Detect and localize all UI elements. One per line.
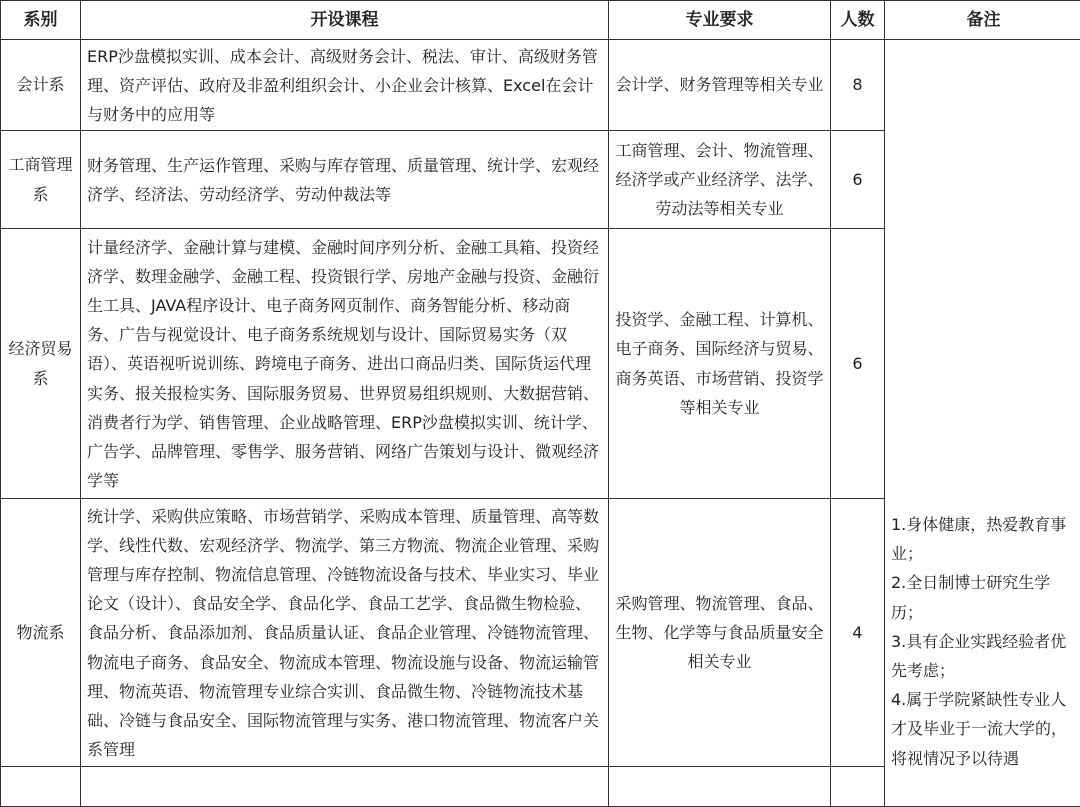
count-cell: 4 [831, 499, 885, 767]
header-row [1, 1, 1080, 40]
empty-cell [609, 767, 831, 807]
remark-item: 2.全日制博士研究生学历； [891, 568, 1076, 626]
empty-cell [81, 767, 609, 807]
header-dept: 系别 [1, 1, 81, 40]
empty-cell [831, 767, 885, 807]
remark-item: 4.属于学院紧缺性专业人才及毕业于一流大学的，将视情况予以待遇 [891, 685, 1076, 773]
header-courses: 开设课程 [81, 1, 609, 40]
count-cell: 6 [831, 131, 885, 229]
empty-cell [1, 767, 81, 807]
dept-cell: 工商管理系 [1, 131, 81, 229]
count-cell: 6 [831, 229, 885, 499]
count-cell: 8 [831, 40, 885, 131]
remark-item: 3.具有企业实践经验者优先考虑； [891, 627, 1076, 685]
requirement-cell: 工商管理、会计、物流管理、经济学或产业经济学、法学、劳动法等相关专业 [609, 131, 831, 229]
requirement-cell: 会计学、财务管理等相关专业 [609, 40, 831, 131]
requirement-cell: 采购管理、物流管理、食品、生物、化学等与食品质量安全相关专业 [609, 499, 831, 767]
courses-cell: 统计学、采购供应策略、市场营销学、采购成本管理、质量管理、高等数学、线性代数、宏观经济学、物流学、第三方物流、物流企业管理、采购管理与库存控制、物流信息管理、冷链物流设备与技术、毕业实习、毕业论文（设计）、食品安全学、食品化学、食品工艺学、食品微生物检验、食品分析、食品添加剂、食品质量认证、食品企业管理、冷链物流管理、物流电子商务、食品安全、物流成本管理、物流设施与设备、物流运输管理、物流英语、物流管理专业综合实训、食品微生物、冷链物流技术基础、冷链与食品安全、国际物流管理与实务、港口物流管理、物流客户关系管理 [81, 499, 609, 767]
courses-cell: 财务管理、生产运作管理、采购与库存管理、质量管理、统计学、宏观经济学、经济法、劳动经济学、劳动仲裁法等 [81, 131, 609, 229]
dept-cell: 物流系 [1, 499, 81, 767]
courses-cell: ERP沙盘模拟实训、成本会计、高级财务会计、税法、审计、高级财务管理、资产评估、政府及非盈利组织会计、小企业会计核算、Excel在会计与财务中的应用等 [81, 40, 609, 131]
remark-item: 1.身体健康，热爱教育事业； [891, 510, 1076, 568]
header-count: 人数 [831, 1, 885, 40]
dept-cell: 会计系 [1, 40, 81, 131]
header-requirement: 专业要求 [609, 1, 831, 40]
remarks-cell [885, 40, 1080, 807]
dept-cell: 经济贸易系 [1, 229, 81, 499]
header-remarks: 备注 [885, 1, 1080, 40]
table-row [1, 40, 1080, 131]
courses-cell: 计量经济学、金融计算与建模、金融时间序列分析、金融工具箱、投资经济学、数理金融学、金融工程、投资银行学、房地产金融与投资、金融衍生工具、JAVA程序设计、电子商务网页制作、商务智能分析、移动商务、广告与视觉设计、电子商务系统规划与设计、国际贸易实务（双语）、英语视听说训练、跨境电子商务、进出口商品归类、国际货运代理实务、报关报检实务、国际服务贸易、世界贸易组织规则、大数据营销、消费者行为学、销售管理、企业战略管理、ERP沙盘模拟实训、统计学、广告学、品牌管理、零售学、服务营销、网络广告策划与设计、微观经济学等 [81, 229, 609, 499]
requirement-cell: 投资学、金融工程、计算机、电子商务、国际经济与贸易、商务英语、市场营销、投资学等相关专业 [609, 229, 831, 499]
